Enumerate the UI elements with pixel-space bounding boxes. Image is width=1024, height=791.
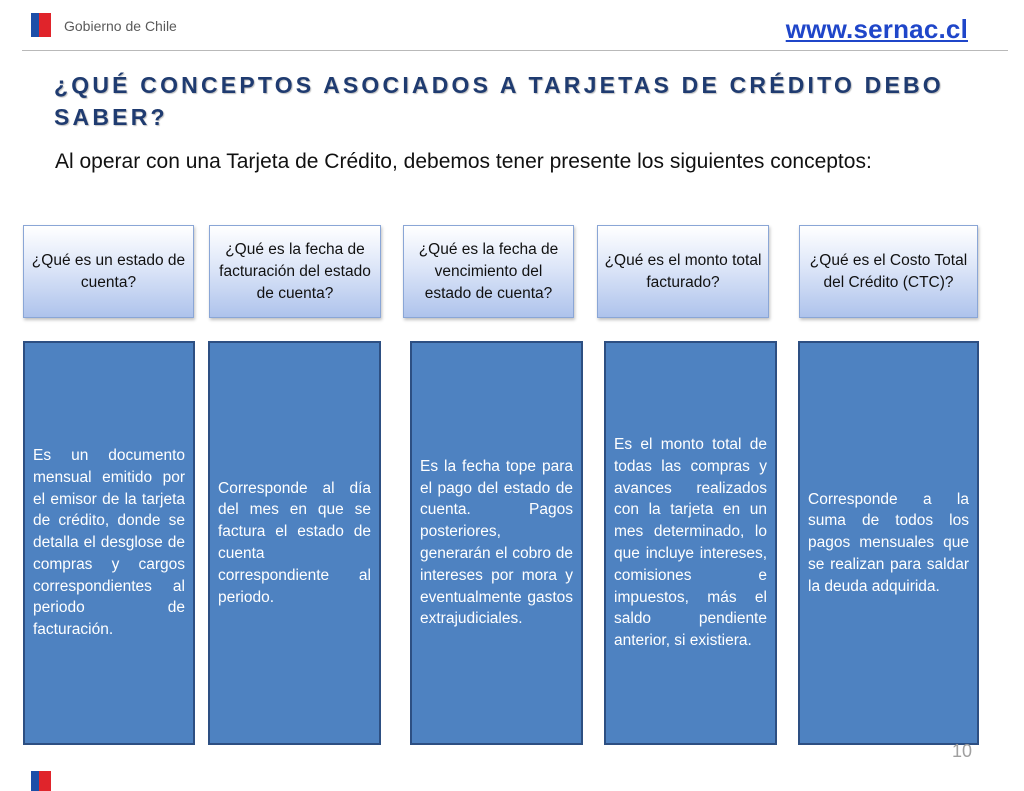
- question-box-total-billed: [597, 225, 769, 318]
- answer-text: Es un documento mensual emitido por el emisor de la tarjeta de crédito, donde se detalla el desglose de compras y cargos correspondientes al periodo de facturación.: [33, 446, 185, 639]
- question-box-billing-date: [209, 225, 381, 318]
- header-divider: [22, 50, 1008, 51]
- intro-paragraph: Al operar con una Tarjeta de Crédito, debemos tener presente los siguientes conceptos:: [55, 150, 872, 173]
- answer-box-total-credit-cost: [798, 341, 979, 745]
- flag-blue-stripe: [31, 13, 39, 37]
- question-box-total-credit-cost: [799, 225, 978, 318]
- flag-red-stripe: [39, 13, 51, 37]
- answer-text: Es la fecha tope para el pago del estado de cuenta. Pagos posteriores, generarán el cobro de intereses por mora y eventualmente gastos extrajudiciales.: [420, 457, 573, 628]
- chile-flag-logo-footer: [31, 771, 51, 791]
- chile-flag-logo: [31, 13, 51, 37]
- sernac-website-link[interactable]: www.sernac.cl: [785, 14, 968, 44]
- page-number: 10: [951, 741, 972, 761]
- question-box-statement: [23, 225, 194, 318]
- question-text: ¿Qué es la fecha de vencimiento del estado de cuenta?: [418, 240, 559, 302]
- question-text: ¿Qué es un estado de cuenta?: [31, 251, 186, 291]
- flag-blue-stripe: [31, 771, 39, 791]
- answer-box-billing-date: [208, 341, 381, 745]
- answer-text: Corresponde al día del mes en que se factura el estado de cuenta correspondiente al periodo.: [218, 479, 371, 606]
- question-box-due-date: [403, 225, 574, 318]
- question-text: ¿Qué es la fecha de facturación del estado de cuenta?: [219, 240, 371, 302]
- question-text: ¿Qué es el Costo Total del Crédito (CTC)?: [809, 251, 968, 291]
- flag-red-stripe: [39, 771, 51, 791]
- government-label: Gobierno de Chile: [64, 18, 177, 34]
- answer-box-due-date: [410, 341, 583, 745]
- answer-box-total-billed: [604, 341, 777, 745]
- slide-title: ¿QUÉ CONCEPTOS ASOCIADOS A TARJETAS DE CRÉDITO DEBO SABER?: [54, 72, 944, 130]
- answer-box-statement: [23, 341, 195, 745]
- question-text: ¿Qué es el monto total facturado?: [604, 251, 762, 291]
- answer-text: Es el monto total de todas las compras y avances realizados con la tarjeta en un mes determinado, lo que incluye intereses, comisiones e impuestos, más el saldo pendiente anterior, si existiera.: [614, 436, 767, 650]
- answer-text: Corresponde a la suma de todos los pagos mensuales que se realizan para saldar la deuda adquirida.: [808, 490, 969, 595]
